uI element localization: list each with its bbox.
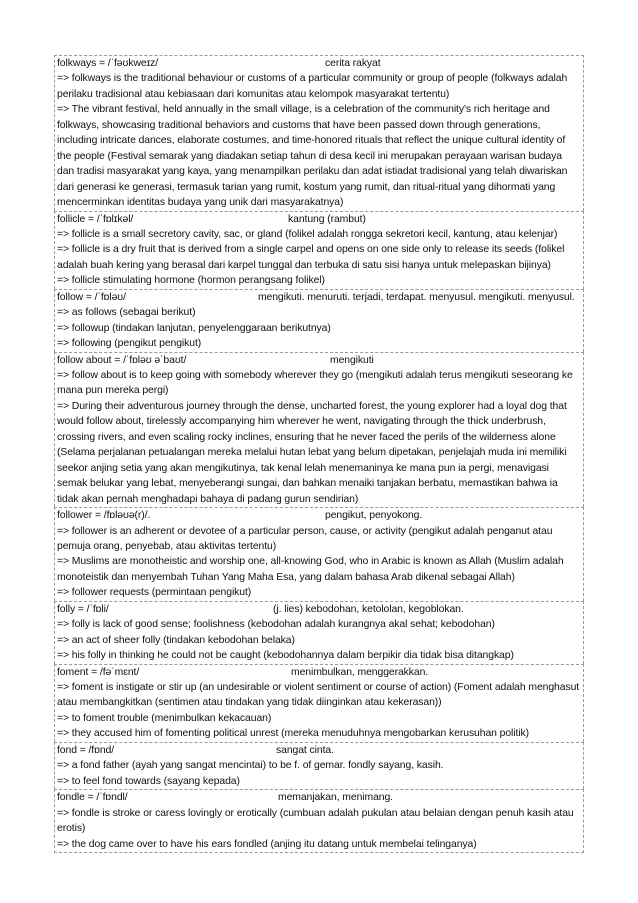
definition-line: => foment is instigate or stir up (an undesirable or violent sentiment or course of action) (Foment adalah menghasut atau membangkitkan (sentimen atau tindakan yang tidak diinginkan atau kekerasan)): [57, 682, 580, 709]
entry-header: [57, 790, 581, 805]
translation: sangat cinta.: [276, 744, 334, 756]
translation: mengikuti: [330, 354, 374, 366]
translation: menimbulkan, menggerakkan.: [291, 666, 429, 678]
entry-follow: [54, 289, 584, 352]
definition-line: => folly is lack of good sense; foolishness (kebodohan adalah kurangnya akal sehat; kebodohan): [57, 619, 495, 631]
dictionary-page: [54, 55, 584, 853]
entry-folly: [54, 601, 584, 664]
definition-line: => his folly in thinking he could not be caught (kebodohannya dalam berpikir dia tidak bisa ditangkap): [57, 650, 514, 662]
entry-fond: [54, 742, 584, 789]
entry-header: [57, 665, 581, 680]
definition-line: => The vibrant festival, held annually in the small village, is a celebration of the community's rich heritage and folkways, showcasing traditional behaviors and customs that have been passed down through generations, including intricate dances, elaborate costumes, and time-honored rituals that reflect the unique cultural identity of the people (Festival semarak yang diadakan setiap tahun di desa kecil ini merupakan perayaan warisan budaya dan tradisi masyarakat yang kaya, yang menampilkan perilaku dan adat istiadat tradisional yang telah diwariskan dari generasi ke generasi, termasuk tarian yang rumit, kostum yang rumit, dan ritual-ritual yang dihormati yang mencerminkan identitas budaya yang unik dari masyarakatnya): [57, 104, 568, 209]
headword: folkways = /ˈfəʊkweɪz/: [57, 58, 159, 69]
definition-line: => an act of sheer folly (tindakan kebodohan belaka): [57, 634, 295, 646]
definition-line: => During their adventurous journey through the dense, uncharted forest, the young explorer had a loyal dog that would follow about, tirelessly accompanying him wherever he went, navigating through the thick underbrush, crossing rivers, and even scaling rocky inclines, ensuring that he never faced the perils of the wilderness alone (Selama perjalanan petualangan mereka melalui hutan lebat yang belum dipetakan, penjelajah muda ini memiliki seekor anjing setia yang akan mengikutinya, tak kenal lelah menemaninya ke mana pun ia pergi, menavigasi semak belukar yang lebat, menyeberangi sungai, dan bahkan menaiki tanjakan berbatu, memastikan bahwa ia tidak akan pernah menghadapi bahaya di padang gurun sendirian): [57, 400, 567, 505]
definition-line: => folkways is the traditional behaviour or customs of a particular community or group of people (folkways adalah perilaku tradisional atau kebiasaan dari komunitas atau kelompok masyarakat tertentu): [57, 73, 568, 100]
definition-line: => to feel fond towards (sayang kepada): [57, 775, 240, 787]
translation: pengikut, penyokong.: [325, 510, 423, 522]
translation: (j. lies) kebodohan, ketololan, kegoblokan.: [273, 603, 464, 615]
definition-line: => follower is an adherent or devotee of a particular person, cause, or activity (pengikut adalah penganut atau pemuja orang, penyebab, atau aktivitas tertentu): [57, 525, 553, 552]
definition-line: => the dog came over to have his ears fondled (anjing itu datang untuk membelai telinganya): [57, 838, 477, 850]
headword: folly = /ˈfɒli/: [57, 603, 109, 615]
definition-line: => following (pengikut pengikut): [57, 338, 202, 350]
entry-header: [57, 290, 581, 305]
headword: follicle = /ˈfɒlɪkəl/: [57, 213, 134, 225]
headword: follow = /ˈfɒləʊ/: [57, 291, 126, 303]
entry-fondle: [54, 789, 584, 853]
entry-follow-about: [54, 352, 584, 508]
entry-header: [57, 353, 581, 368]
definition-line: => a fond father (ayah yang sangat mencintai) to be f. of gemar. fondly sayang, kasih.: [57, 760, 444, 772]
headword: follower = /fɒləʊə(r)/.: [57, 510, 151, 522]
translation: kantung (rambut): [288, 213, 366, 225]
headword: fondle = /ˈfɒndl/: [57, 792, 128, 804]
definition-line: => Muslims are monotheistic and worship one, all-knowing God, who in Arabic is known as Allah (Muslim adalah monoteistik dan menyembah Tuhan Yang Maha Esa, yang dalam bahasa Arab dikenal sebagai Allah): [57, 556, 564, 583]
definition-line: => follicle is a dry fruit that is derived from a single carpel and opens on one side only to release its seeds (folikel adalah buah kering yang berasal dari karpel tunggal dan terbuka di satu sisi hanya untuk melepaskan bijinya): [57, 244, 565, 271]
headword: follow about = /ˈfɒləʊ əˈbaʊt/: [57, 354, 187, 366]
entry-header: [57, 508, 581, 523]
translation: memanjakan, menimang.: [278, 792, 393, 804]
translation: cerita rakyat: [325, 58, 381, 69]
definition-line: => they accused him of fomenting political unrest (mereka menuduhnya mengobarkan kerusuhan politik): [57, 728, 530, 740]
definition-line: => to foment trouble (menimbulkan kekacauan): [57, 712, 272, 724]
definition-line: => fondle is stroke or caress lovingly or erotically (cumbuan adalah pukulan atau belaian dengan penuh kasih atau erotis): [57, 807, 574, 835]
entry-header: [57, 212, 581, 227]
entry-foment: [54, 664, 584, 742]
definition-line: => as follows (sebagai berikut): [57, 307, 196, 319]
definition-line: => follicle stimulating hormone (hormon perangsang folikel): [57, 275, 325, 287]
translation: mengikuti. menuruti. terjadi, terdapat. menyusul. mengikuti. menyusul.: [257, 291, 575, 303]
entry-header: [57, 743, 581, 758]
entry-header: [57, 602, 581, 617]
headword: fond = /fɒnd/: [57, 744, 115, 756]
entry-follower: [54, 507, 584, 601]
entry-header: [57, 56, 581, 71]
definition-line: => follower requests (permintaan pengikut): [57, 587, 252, 599]
entry-folkways: [54, 55, 584, 211]
definition-line: => follow about is to keep going with somebody wherever they go (mengikuti adalah terus mengikuti seseorang ke mana pun mereka pergi): [57, 370, 573, 397]
headword: foment = /fəˈmɛnt/: [57, 666, 140, 678]
entry-follicle: [54, 211, 584, 289]
definition-line: => follicle is a small secretory cavity, sac, or gland (folikel adalah rongga sekretori kecil, kantung, atau kelenjar): [57, 228, 558, 240]
definition-line: => followup (tindakan lanjutan, penyelenggaraan berikutnya): [57, 322, 331, 334]
